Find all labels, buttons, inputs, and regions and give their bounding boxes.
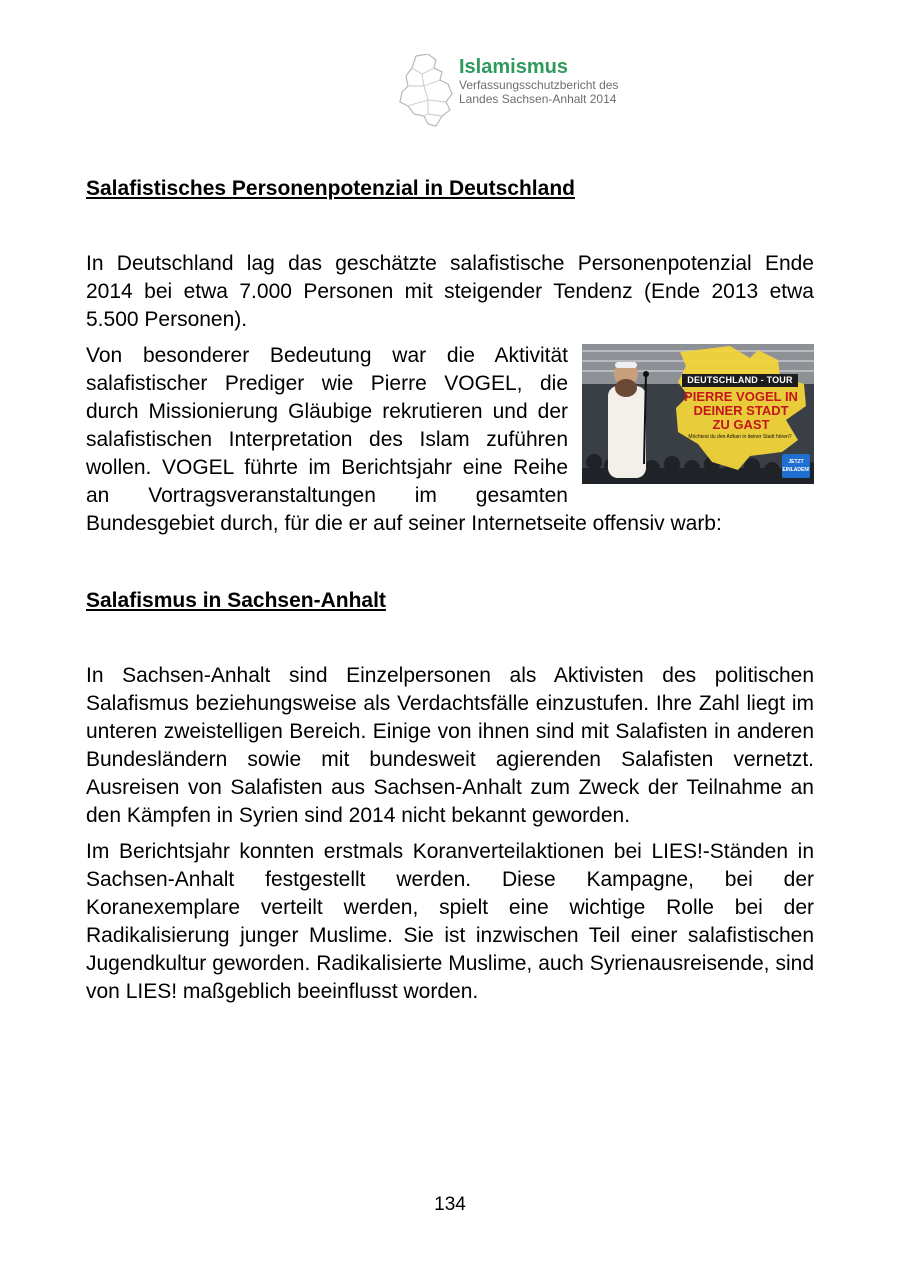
promo-title-line1: PIERRE VOGEL IN [684, 389, 798, 404]
paragraph-sachsen-anhalt: In Sachsen-Anhalt sind Einzelpersonen als Aktivisten des politischen Salafismus beziehungsweise als Verdachtsfälle einzustufen. Ihre Zahl liegt im unteren zweistelligen Bereich. Einige von ihnen sind mit Salafisten in anderen Bundesländern sowie mit bundesweit agierenden Salafisten vernetzt. Ausreisen von Salafisten aus Sachsen-Anhalt zum Zweck der Teilnahme an den Kämpfen in Syrien sind 2014 nicht bekannt geworden. [86, 664, 814, 827]
promo-cta-line2: EINLADEN! [782, 467, 810, 473]
promo-banner-text: DEUTSCHLAND - TOUR [687, 375, 793, 385]
sachsen-anhalt-map-icon [398, 54, 456, 128]
pierre-vogel-tour-image [582, 344, 814, 484]
promo-title-line2: DEINER STADT [693, 403, 789, 418]
page-number: 134 [434, 1194, 466, 1215]
paragraph-vogel: Von besonderer Bedeutung war die Aktivität salafistischer Prediger wie Pierre VOGEL, die durch Missionierung Gläubige rekrutieren und der salafistischen Interpretation des Islam zuführen wollen. VOGEL führte im Berichtsjahr eine Reihe an Vortragsveranstaltungen im gesamten Bundesgebiet durch, für die er auf seiner Internetseite offensiv warb: [86, 344, 722, 535]
paragraph-lies: Im Berichtsjahr konnten erstmals Koranverteilaktionen bei LIES!-Ständen in Sachsen-Anhalt festgestellt werden. Diese Kampagne, bei der Koranexemplare verteilt werden, spielt eine wichtige Rolle bei der Radikalisierung junger Muslime. Sie ist inzwischen Teil einer salafistischen Jugendkultur geworden. Radikalisierte Muslime, auch Syrienausreisende, sind von LIES! maßgeblich beeinflusst worden. [86, 840, 814, 1003]
promo-small-text: Möchtest du den Adhan in deiner Stadt hören? [688, 434, 792, 440]
brand-block [459, 56, 618, 106]
brand-subtitle-line1: Verfassungsschutzbericht des [459, 78, 619, 92]
brand-subtitle-line2: Landes Sachsen-Anhalt 2014 [459, 92, 617, 106]
spacer [86, 334, 814, 342]
page-header [398, 54, 658, 130]
spacer [86, 202, 814, 250]
paragraph-personenpotenzial: In Deutschland lag das geschätzte salafistische Personenpotenzial Ende 2014 bei etwa 7.000 Personen mit steigender Tendenz (Ende 2013 etwa 5.500 Personen). [86, 252, 814, 331]
section-heading-deutschland: Salafistisches Personenpotenzial in Deutschland [86, 177, 575, 200]
promo-cta-badge [782, 454, 810, 478]
promo-title-line3: ZU GAST [712, 417, 770, 432]
spacer [86, 830, 814, 838]
spacer [86, 614, 814, 662]
page-content [86, 176, 814, 1006]
section-heading-sachsen-anhalt: Salafismus in Sachsen-Anhalt [86, 589, 386, 612]
spacer [86, 538, 814, 588]
brand-title: Islamismus [459, 56, 568, 78]
promo-cta-line1: JETZT [788, 459, 804, 465]
